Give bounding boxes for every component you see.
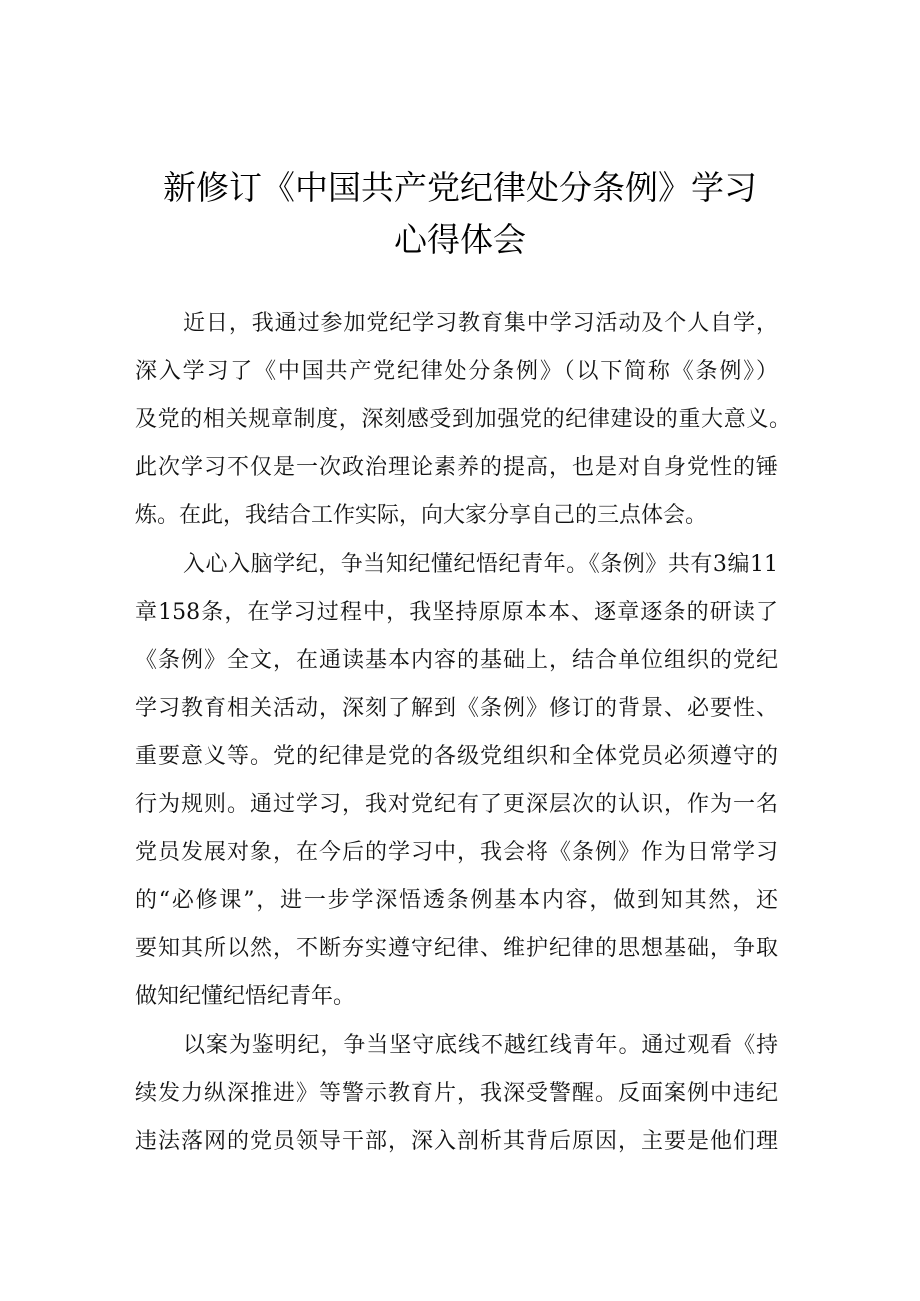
paragraph-2-line-7: 党员发展对象，在今后的学习中，我会将《条例》作为日常学习 bbox=[135, 840, 778, 865]
paragraph-1-line-2: 深入学习了《中国共产党纪律处分条例》（以下简称《条例》） bbox=[135, 359, 778, 384]
paragraph-2-line-1: 入心入脑学纪，争当知纪懂纪悟纪青年。《条例》共有3编11 bbox=[183, 552, 778, 577]
paragraph-3-line-3: 违法落网的党员领导干部，深入剖析其背后原因，主要是他们理 bbox=[135, 1129, 778, 1154]
paragraph-1-line-5: 炼。在此，我结合工作实际，向大家分享自己的三点体会。 bbox=[135, 503, 708, 528]
paragraph-1-line-1: 近日，我通过参加党纪学习教育集中学习活动及个人自学， bbox=[183, 311, 778, 336]
paragraph-2-line-5: 重要意义等。党的纪律是党的各级党组织和全体党员必须遵守的 bbox=[135, 744, 778, 769]
paragraph-2-line-10: 做知纪懂纪悟纪青年。 bbox=[135, 984, 356, 1009]
document-title-line-2: 心得体会 bbox=[394, 220, 526, 259]
paragraph-2-line-2: 章158条，在学习过程中，我坚持原原本本、逐章逐条的研读了 bbox=[135, 600, 778, 625]
paragraph-2-line-9: 要知其所以然，不断夯实遵守纪律、维护纪律的思想基础，争取 bbox=[135, 936, 778, 961]
paragraph-3-line-1: 以案为鉴明纪，争当坚守底线不越红线青年。通过观看《持 bbox=[183, 1033, 778, 1058]
paragraph-2-line-4: 学习教育相关活动，深刻了解到《条例》修订的背景、必要性、 bbox=[135, 696, 778, 721]
paragraph-2-line-3: 《条例》全文，在通读基本内容的基础上，结合单位组织的党纪 bbox=[135, 648, 778, 673]
paragraph-2-line-6: 行为规则。通过学习，我对党纪有了更深层次的认识，作为一名 bbox=[135, 792, 778, 817]
paragraph-1-line-3: 及党的相关规章制度，深刻感受到加强党的纪律建设的重大意义。 bbox=[135, 407, 791, 432]
paragraph-3-line-2: 续发力纵深推进》等警示教育片，我深受警醒。反面案例中违纪 bbox=[135, 1081, 778, 1106]
paragraph-1-line-4: 此次学习不仅是一次政治理论素养的提高，也是对自身党性的锤 bbox=[135, 455, 778, 480]
document-title-line-1: 新修订《中国共产党纪律处分条例》学习 bbox=[163, 168, 757, 207]
paragraph-2-line-8: 的“必修课”，进一步学深悟透条例基本内容，做到知其然，还 bbox=[135, 888, 778, 913]
